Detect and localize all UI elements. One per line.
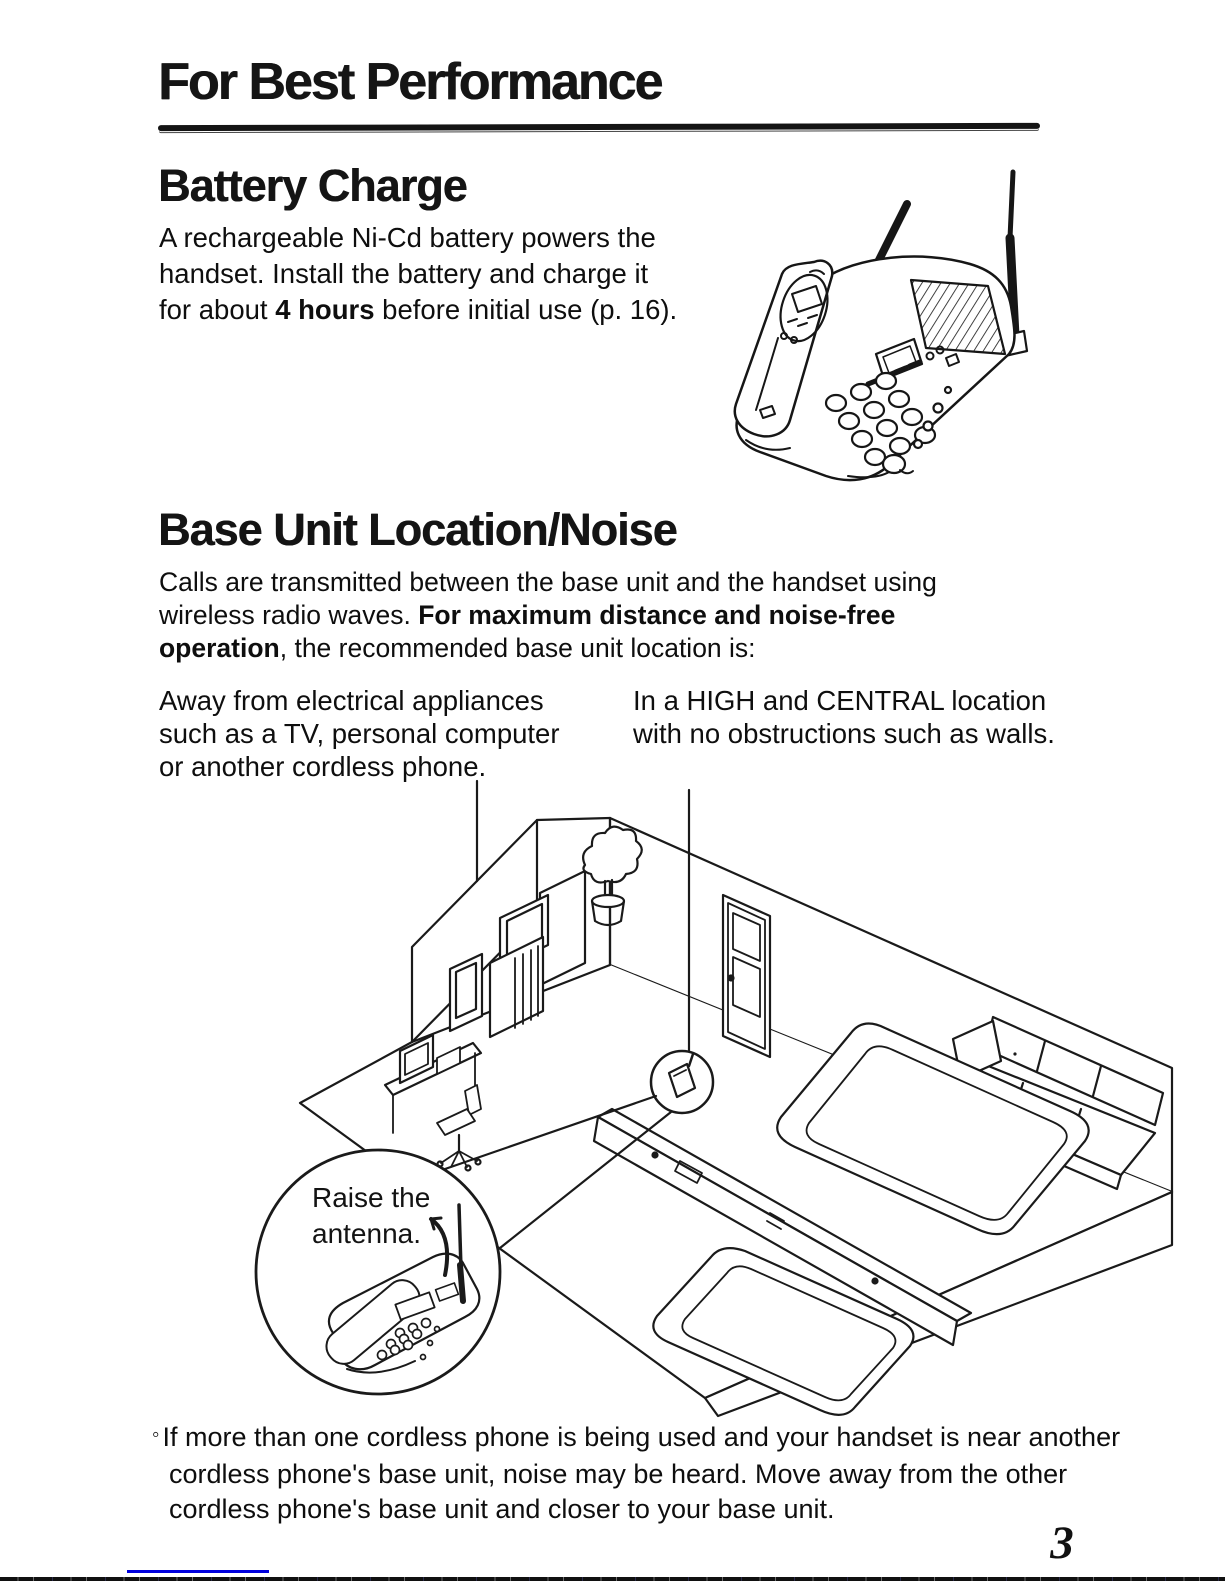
page-title: For Best Performance [158,53,662,111]
cordless-phone-on-base-illustration [726,158,1036,493]
paragraph-line: handset. Install the battery and charge it [159,258,649,289]
title-rule [158,123,1040,131]
callout-text-line2: antenna. [312,1218,421,1249]
paragraph-line: for about 4 hours before initial use (p. 16). [159,294,678,325]
battery-charge-paragraph [159,220,677,328]
page-number: 3 [1050,1517,1074,1569]
bold-4-hours: 4 hours [275,294,375,325]
section-heading-base-unit-location: Base Unit Location/Noise [158,504,677,555]
paragraph-line: A rechargeable Ni-Cd battery powers the [159,222,656,253]
placement-column-left: Away from electrical appliances such as a TV, personal computer or another cordless phone. [159,685,560,782]
placement-column-right: In a HIGH and CENTRAL location with no obstructions such as walls. [633,685,1055,749]
base-antenna-icon [1010,172,1013,238]
raise-antenna-callout [256,1150,500,1394]
phone-location-circle [651,1051,713,1113]
note-line: ◦ If more than one cordless phone is being used and your handset is near another [152,1422,1121,1452]
bottom-scan-edge [0,1577,1225,1581]
circle-bullet-icon: ◦ [152,1423,160,1446]
paragraph-line: Calls are transmitted between the base unit and the handset using [159,567,937,597]
door [723,895,770,1057]
note-line: cordless phone's base unit and closer to your base unit. [169,1494,835,1524]
base-unit-paragraph [159,566,937,665]
note-block [152,1420,1120,1527]
scan-speck [1013,1052,1016,1055]
room-diagram [115,773,1215,1423]
paragraph-line: operation, the recommended base unit location is: [159,633,756,663]
picture-frame [450,954,482,1031]
footer-link-underline[interactable] [127,1570,269,1573]
paragraph-line: wireless radio waves. For maximum distance and noise-free [159,600,896,630]
section-heading-battery-charge: Battery Charge [158,160,467,211]
callout-text-line1: Raise the [312,1182,431,1213]
note-line: cordless phone's base unit, noise may be heard. Move away from the other [169,1459,1068,1489]
